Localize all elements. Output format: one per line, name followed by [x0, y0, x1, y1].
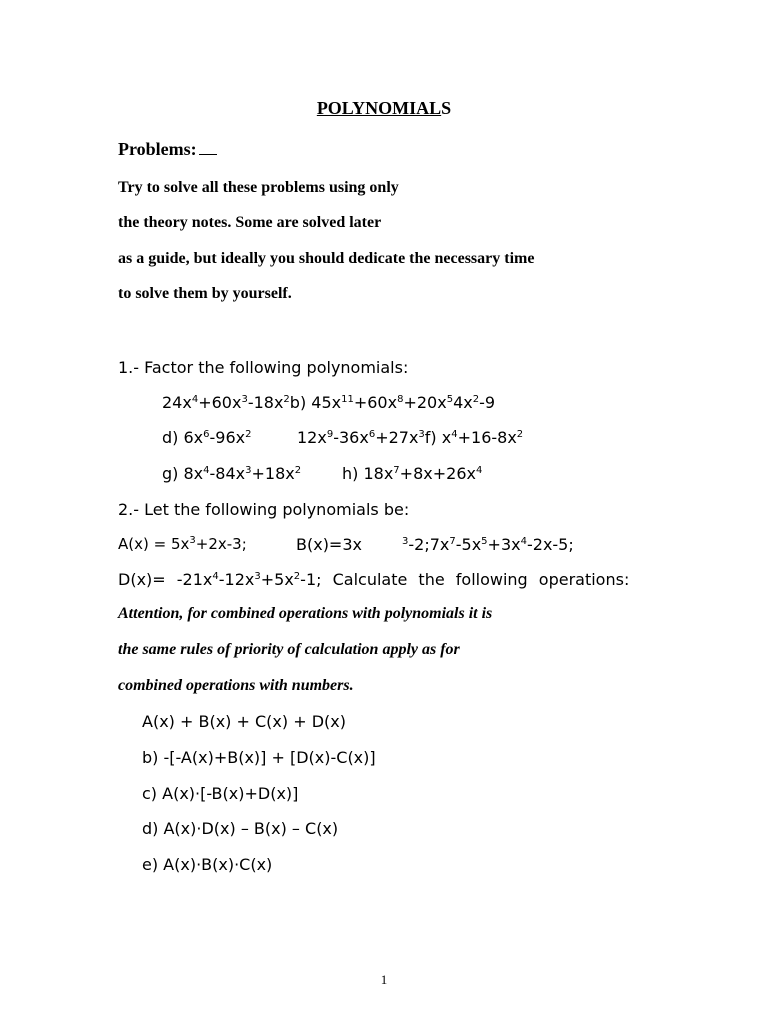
polynomial-c: $^3-2;7x^7-5x^5+3x^4-2x-5$;: [402, 535, 574, 554]
problem-1-heading: 1.- Factor the following polynomials:: [118, 358, 409, 377]
problem-1-row-3b: h) $18x^7+8x+26x^4$: [342, 464, 483, 483]
title-underlined: POLYNOMIAL: [316, 98, 442, 118]
problem-1-row-3: g) $8x^4-84x^3+18x^2$: [162, 464, 302, 483]
operation-a: A(x) + B(x) + C(x) + D(x): [142, 712, 346, 731]
problems-heading: [118, 139, 217, 160]
operation-b: b) -[-A(x)+B(x)] + [D(x)-C(x)]: [142, 748, 376, 767]
title-rest: S: [441, 98, 452, 118]
polynomial-a: $A(x) = 5x^3+2x-3$;: [118, 535, 247, 553]
attention-line-1: Attention, for combined operations with polynomials it is: [118, 605, 493, 622]
polynomial-b: B(x)=3x: [296, 535, 362, 554]
problem-1-row-1: $24x^4+60x^3-18x^2b$) $45x^{11}+60x^8+20x^54x^2-9$: [162, 393, 496, 412]
attention-line-2: the same rules of priority of calculation apply as for: [118, 641, 460, 658]
polynomial-d-line: $D(x)= -21x^4-12x^3+5x^2-1$; Calculate the following operations:: [118, 570, 630, 589]
intro-line-1: Try to solve all these problems using only: [118, 179, 399, 196]
attention-line-3: combined operations with numbers.: [118, 677, 354, 694]
page-number: 1: [380, 972, 388, 987]
calculate-text: Calculate the following operations:: [332, 570, 630, 589]
problems-heading-text: Problems:: [118, 139, 197, 159]
heading-underline: [199, 140, 217, 155]
problem-1-row-2: d) $6x^6-96x^2$: [162, 428, 252, 447]
intro-line-4: to solve them by yourself.: [118, 285, 292, 302]
problem-2-heading: 2.- Let the following polynomials be:: [118, 500, 410, 519]
intro-line-3: as a guide, but ideally you should dedicate the necessary time: [118, 250, 535, 267]
intro-line-2: the theory notes. Some are solved later: [118, 214, 382, 231]
page-title: [0, 98, 768, 119]
problem-1-row-2b: $12x^9-36x^6+27x^3f$) $x^4+16-8x^2$: [297, 428, 524, 447]
operation-e: e) A(x)·B(x)·C(x): [142, 855, 273, 874]
operation-c: c) A(x)·[-B(x)+D(x)]: [142, 784, 299, 803]
operation-d: d) A(x)·D(x) – B(x) – C(x): [142, 819, 339, 838]
